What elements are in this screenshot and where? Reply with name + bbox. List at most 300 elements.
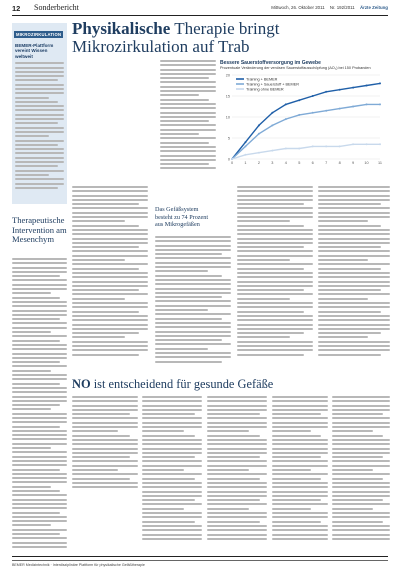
text-line [72,285,148,287]
text-line [155,361,222,363]
text-line [72,199,148,201]
text-line [155,309,208,311]
data-point [271,111,273,113]
y-tick-label: 15 [225,93,230,98]
text-line [207,516,267,518]
text-line [15,114,64,116]
text-line [15,144,58,146]
text-line [207,448,267,450]
text-line [142,521,195,523]
data-point [258,124,260,126]
data-point [271,124,273,126]
text-line [72,311,139,313]
text-line [142,452,202,454]
text-line [72,212,148,214]
data-point [258,132,260,134]
text-line [72,268,139,270]
text-line [155,283,231,285]
text-line [72,281,148,283]
text-line [72,186,148,188]
text-line [272,503,328,505]
data-point [298,99,300,101]
text-line [207,422,267,424]
text-line [12,507,67,509]
data-point [244,141,246,143]
text-line [12,365,67,367]
text-line [237,203,304,205]
text-line [12,348,67,350]
text-line [237,195,313,197]
text-line [160,116,216,118]
text-line [155,292,231,294]
text-line [72,396,138,398]
sidebar-text [15,62,64,191]
text-line [207,534,267,536]
text-line [72,452,138,454]
text-line [12,284,67,286]
text-line [237,186,313,188]
text-line [155,356,231,358]
text-line [155,266,231,268]
text-line [72,400,138,402]
text-line [15,118,64,120]
text-line [142,422,202,424]
text-line [12,297,60,299]
text-line [272,499,321,501]
text-line [12,279,67,281]
text-line [318,212,390,214]
text-line [142,499,195,501]
text-line [12,292,51,294]
text-line [272,435,321,437]
text-line [12,512,60,514]
text-line [318,285,390,287]
text-line [72,465,138,467]
text-line [160,150,216,152]
headline-bold: Physikalische [72,19,171,38]
text-line [72,272,148,274]
text-line [12,301,67,303]
text-line [160,137,216,139]
text-line [142,478,195,480]
text-line [318,272,390,274]
sidebar-headline: BEMER-Plattform vereint Wissen weltweit [15,43,54,59]
x-tick-label: 11 [378,160,382,165]
data-point [379,143,381,145]
text-line [15,109,64,111]
text-line [272,508,311,510]
text-line [207,417,267,419]
text-line [237,190,313,192]
text-line [15,148,64,150]
text-line [207,521,260,523]
text-line [272,478,321,480]
text-line [237,255,313,257]
text-line [12,275,60,277]
text-line [332,430,373,432]
data-point [352,86,354,88]
text-line [207,491,267,493]
text-line [160,94,199,96]
article-headline [72,20,279,56]
text-line [12,374,67,376]
text-line [12,370,51,372]
text-line [12,408,51,410]
text-line [72,263,148,265]
text-line [160,81,216,83]
text-line [142,491,202,493]
text-line [207,465,267,467]
data-point [244,145,246,147]
headline2-bold: NO [72,377,91,391]
text-line [12,318,60,320]
text-line [272,405,328,407]
text-line [318,298,368,300]
x-tick-label: 4 [284,160,287,165]
text-line [160,107,216,109]
side-headline: Therapeutische Intervention am Mesenchym [12,215,67,245]
text-line [272,396,328,398]
text-line [72,448,138,450]
text-line [332,482,390,484]
text-line [332,538,390,540]
text-line [12,378,67,380]
text-line [332,417,390,419]
text-line [318,315,390,317]
text-line [142,439,202,441]
text-line [15,84,64,86]
text-line [237,276,313,278]
text-line [272,482,328,484]
text-line [72,315,148,317]
headline-line2: Mikrozirkulation auf Trab [72,37,250,56]
text-line [318,306,390,308]
text-line [272,512,328,514]
text-line [332,465,390,467]
text-line [272,430,311,432]
text-line [318,289,381,291]
text-line [272,538,328,540]
text-line [155,262,231,264]
text-line [272,456,321,458]
text-line [12,456,67,458]
data-point [271,149,273,151]
text-line [207,400,267,402]
text-line [142,495,202,497]
text-line [332,452,390,454]
text-line [332,491,390,493]
text-line [272,469,311,471]
text-line [318,328,390,330]
text-line [207,426,267,428]
text-line [72,289,139,291]
text-line [155,245,231,247]
text-line [272,495,328,497]
text-line [318,311,381,313]
text-line [207,473,267,475]
text-line [72,456,130,458]
sidebar-tag: MIKROZIRKULATION [16,32,62,37]
text-line [72,439,138,441]
text-line [72,405,138,407]
text-line [12,460,67,462]
text-line [72,216,148,218]
text-line [237,229,313,231]
text-line [72,250,148,252]
text-line [155,236,231,238]
text-line [155,257,231,259]
header-rule [12,15,388,16]
text-line [207,430,249,432]
chart-box [220,60,388,176]
text-line [207,409,267,411]
text-line [272,426,328,428]
text-line [15,62,64,64]
text-line [160,86,216,88]
text-line [318,263,390,265]
text-line [72,413,130,415]
text-line [155,322,231,324]
text-line [72,195,148,197]
text-line [318,203,381,205]
text-line [207,405,267,407]
text-line [12,533,60,535]
article2-col-2 [207,396,267,542]
text-line [72,478,130,480]
text-line [15,71,64,73]
legend-label: Training + Sauerstoff + BEMER [246,81,299,86]
text-line [72,319,148,321]
text-line [142,426,202,428]
text-line [332,409,390,411]
data-point [312,111,314,113]
text-line [237,293,313,295]
text-line [332,495,390,497]
text-line [207,495,267,497]
text-line [155,348,208,350]
text-line [237,246,304,248]
text-line [155,335,231,337]
text-line [237,319,313,321]
text-line [72,349,148,351]
text-line [72,293,148,295]
text-line [142,508,184,510]
text-line [332,521,383,523]
text-line [237,345,313,347]
text-line [318,195,390,197]
x-tick-label: 6 [311,160,314,165]
text-line [160,167,216,169]
text-line [160,103,216,105]
text-line [237,328,313,330]
text-line [72,220,125,222]
text-line [12,529,67,531]
text-line [272,516,328,518]
text-line [272,534,328,536]
data-point [298,147,300,149]
x-tick-label: 3 [271,160,274,165]
text-line [72,443,138,445]
data-point [312,145,314,147]
text-line [332,473,390,475]
text-line [332,503,390,505]
headline2-rest: ist entscheidend für gesunde Gefäße [93,377,274,391]
text-line [318,246,381,248]
data-point [339,145,341,147]
text-line [72,430,118,432]
text-line [237,212,313,214]
footer-rule [12,556,388,557]
text-line [12,258,67,260]
text-line [15,79,58,81]
text-line [72,473,138,475]
text-line [237,225,304,227]
text-line [155,270,208,272]
text-line [12,430,67,432]
text-line [207,452,267,454]
text-line [207,482,267,484]
column-text-5 [318,186,390,358]
text-line [332,405,390,407]
data-point [379,82,381,84]
text-line [142,473,202,475]
text-line [72,233,148,235]
text-line [15,157,64,159]
text-line [318,349,390,351]
text-line [72,190,148,192]
chart-title: Bessere Sauerstoffversorgung im Gewebe [220,60,321,66]
text-line [272,525,328,527]
text-line [12,473,67,475]
text-line [12,327,67,329]
x-tick-label: 0 [230,160,234,165]
text-line [72,417,138,419]
text-line [332,435,383,437]
left-column-text [12,258,67,550]
text-line [272,409,328,411]
text-line [142,534,202,536]
text-line [237,298,290,300]
text-line [237,354,304,356]
lead-text [160,60,216,172]
text-line [15,105,64,107]
text-line [207,478,260,480]
text-line [332,469,373,471]
text-line [332,443,390,445]
data-point [285,118,287,120]
chart-subtitle: Prozentuale Veränderung der venösen Sauerstoffausschöpfung (ΔO₂) bei 150 Probanden [220,66,371,70]
text-line [318,190,390,192]
text-line [12,267,67,269]
text-line [207,508,249,510]
text-line [318,186,390,188]
text-line [155,249,231,251]
text-line [318,281,390,283]
text-line [12,421,67,423]
text-line [332,525,390,527]
text-line [12,288,67,290]
text-line [142,400,202,402]
date-line [271,5,388,10]
text-line [332,478,383,480]
text-line [72,486,138,488]
text-line [160,60,216,62]
text-line [15,187,58,189]
text-line [155,318,222,320]
text-line [72,225,139,227]
data-point [366,84,368,86]
chart-plot [220,71,388,167]
text-line [15,67,64,69]
text-line [12,542,67,544]
text-line [15,88,64,90]
text-line [12,322,67,324]
text-line [12,490,60,492]
data-point [339,107,341,109]
article2-col-3 [272,396,328,542]
text-line [72,203,139,205]
text-line [160,73,216,75]
text-line [155,352,231,354]
text-line [155,296,222,298]
text-line [160,112,216,114]
text-line [237,315,313,317]
text-line [15,183,64,185]
data-point [366,103,368,105]
text-line [207,435,260,437]
center-subhead: Das Gefäßsystem besteht zu 74 Prozent aus Mikrogefäßen [155,206,209,229]
text-line [237,268,304,270]
text-line [12,443,67,445]
text-line [332,448,390,450]
text-line [72,255,148,257]
text-line [332,422,390,424]
text-line [155,339,222,341]
text-line [142,465,202,467]
text-line [142,443,202,445]
text-line [318,319,390,321]
text-line [15,75,64,77]
data-point [285,147,287,149]
legend-label: Training ohne BEMER [246,86,284,91]
text-line [160,129,216,131]
text-line [12,361,60,363]
text-line [207,512,267,514]
data-point [244,153,246,155]
x-tick-label: 8 [338,160,341,165]
text-line [155,331,231,333]
text-line [72,229,148,231]
text-line [332,426,390,428]
text-line [318,276,390,278]
text-line [207,499,260,501]
x-tick-label: 2 [257,160,260,165]
text-line [15,178,64,180]
text-line [272,422,328,424]
text-line [160,146,216,148]
data-point [325,145,327,147]
text-line [318,220,368,222]
text-line [160,120,209,122]
text-line [160,142,209,144]
y-tick-label: 10 [225,114,230,119]
text-line [155,253,222,255]
text-line [72,336,125,338]
text-line [142,538,202,540]
text-line [15,165,58,167]
text-line [318,293,390,295]
text-line [207,396,267,398]
